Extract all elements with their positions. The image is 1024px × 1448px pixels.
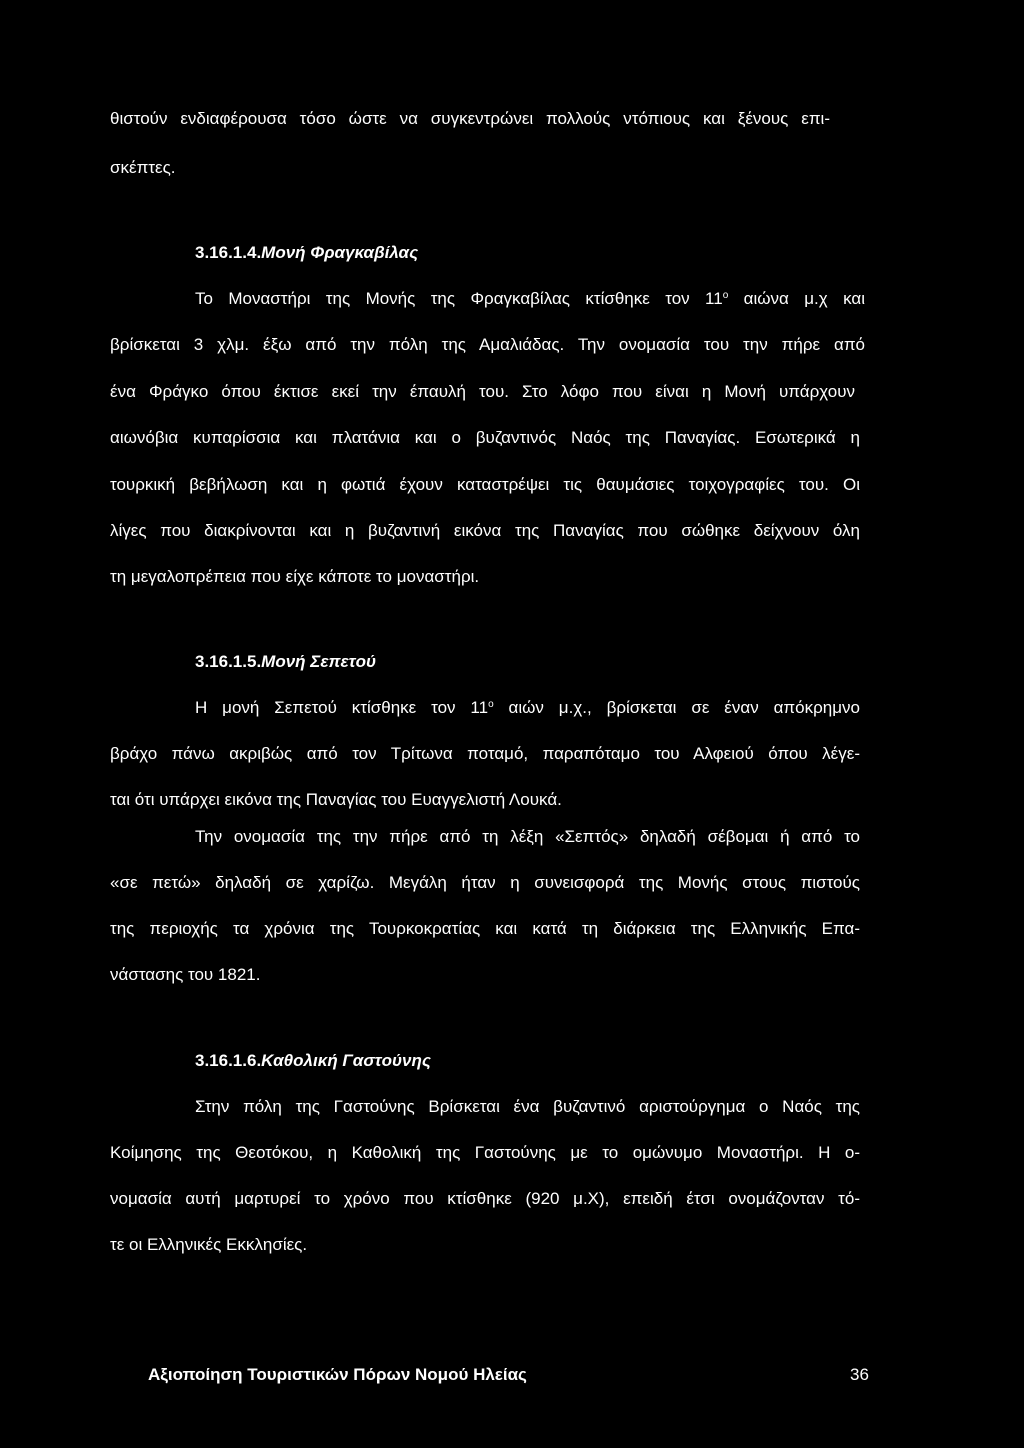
intro-line-1: θιστούν ενδιαφέρουσα τόσο ώστε να συγκεντρώνει πολλούς ντόπιους και ξένους επι- (110, 109, 830, 128)
superscript: ο (722, 290, 729, 301)
section-number: 3.16.1.5. (195, 652, 262, 671)
section-heading-frangavilla (195, 242, 418, 264)
section-title: Μονή Φραγκαβίλας (261, 243, 419, 262)
intro-line-2: σκέπτες. (110, 158, 176, 177)
paragraph-line: νομασία αυτή μαρτυρεί το χρόνο που κτίσθηκε (920 μ.Χ), επειδή έτσι ονομάζονταν τό- (110, 1189, 860, 1208)
paragraph-line: τη μεγαλοπρέπεια που είχε κάποτε το μοναστήρι. (110, 567, 480, 586)
paragraph-line: Κοίμησης της Θεοτόκου, η Καθολική της Γαστούνης με το ομώνυμο Μοναστήρι. Η ο- (110, 1143, 860, 1162)
paragraph-line: τουρκική βεβήλωση και η φωτιά έχουν καταστρέψει τις θαυμάσιες τοιχογραφίες του. Οι (110, 475, 860, 494)
section-title: Καθολική Γαστούνης (261, 1051, 431, 1070)
paragraph-line: αιωνόβια κυπαρίσσια και πλατάνια και ο βυζαντινός Ναός της Παναγίας. Εσωτερικά η (110, 428, 860, 447)
paragraph-line: νάστασης του 1821. (110, 965, 261, 984)
paragraph-line: ένα Φράγκο όπου έκτισε εκεί την έπαυλή του. Στο λόφο που είναι η Μονή υπάρχουν (110, 382, 855, 401)
paragraph-line: ται ότι υπάρχει εικόνα της Παναγίας του Ευαγγελιστή Λουκά. (110, 790, 562, 809)
superscript: ο (488, 699, 494, 710)
text-run: Η μονή Σεπετού κτίσθηκε τον 11 (195, 698, 489, 717)
text-run: αιώνα μ.χ και (728, 289, 865, 308)
section-title: Μονή Σεπετού (261, 652, 377, 671)
paragraph-line (195, 697, 860, 719)
section-number: 3.16.1.4. (195, 243, 262, 262)
paragraph-line: «σε πετώ» δηλαδή σε χαρίζω. Μεγάλη ήταν η συνεισφορά της Μονής στους πιστούς (110, 873, 860, 892)
text-run: αιών μ.χ., βρίσκεται σε έναν απόκρημνο (493, 698, 860, 717)
paragraph-line: βράχο πάνω ακριβώς από τον Τρίτωνα ποταμό, παραπόταμο του Αλφειού όπου λέγε- (110, 744, 860, 763)
footer-title: Αξιοποίηση Τουριστικών Πόρων Νομού Ηλείας (148, 1365, 527, 1384)
page-number: 36 (850, 1365, 869, 1384)
section-heading-gastouni (195, 1050, 431, 1072)
paragraph-line: λίγες που διακρίνονται και η βυζαντινή εικόνα της Παναγίας που σώθηκε δείχνουν όλη (110, 521, 860, 540)
paragraph-line: Στην πόλη της Γαστούνης Βρίσκεται ένα βυζαντινό αριστούργημα ο Ναός της (195, 1097, 860, 1116)
section-heading-sepetou (195, 651, 376, 673)
paragraph-line: τε οι Ελληνικές Εκκλησίες. (110, 1235, 308, 1254)
section-number: 3.16.1.6. (195, 1051, 262, 1070)
paragraph-line: βρίσκεται 3 χλμ. έξω από την πόλη της Αμαλιάδας. Την ονομασία του την πήρε από (110, 335, 865, 354)
paragraph-line: Την ονομασία της την πήρε από τη λέξη «Σεπτός» δηλαδή σέβομαι ή από το (195, 827, 860, 846)
paragraph-line: της περιοχής τα χρόνια της Τουρκοκρατίας και κατά τη διάρκεια της Ελληνικής Επα- (110, 919, 860, 938)
paragraph-line (195, 288, 865, 310)
text-run: Το Μοναστήρι της Μονής της Φραγκαβίλας κτίσθηκε τον 11 (195, 289, 723, 308)
